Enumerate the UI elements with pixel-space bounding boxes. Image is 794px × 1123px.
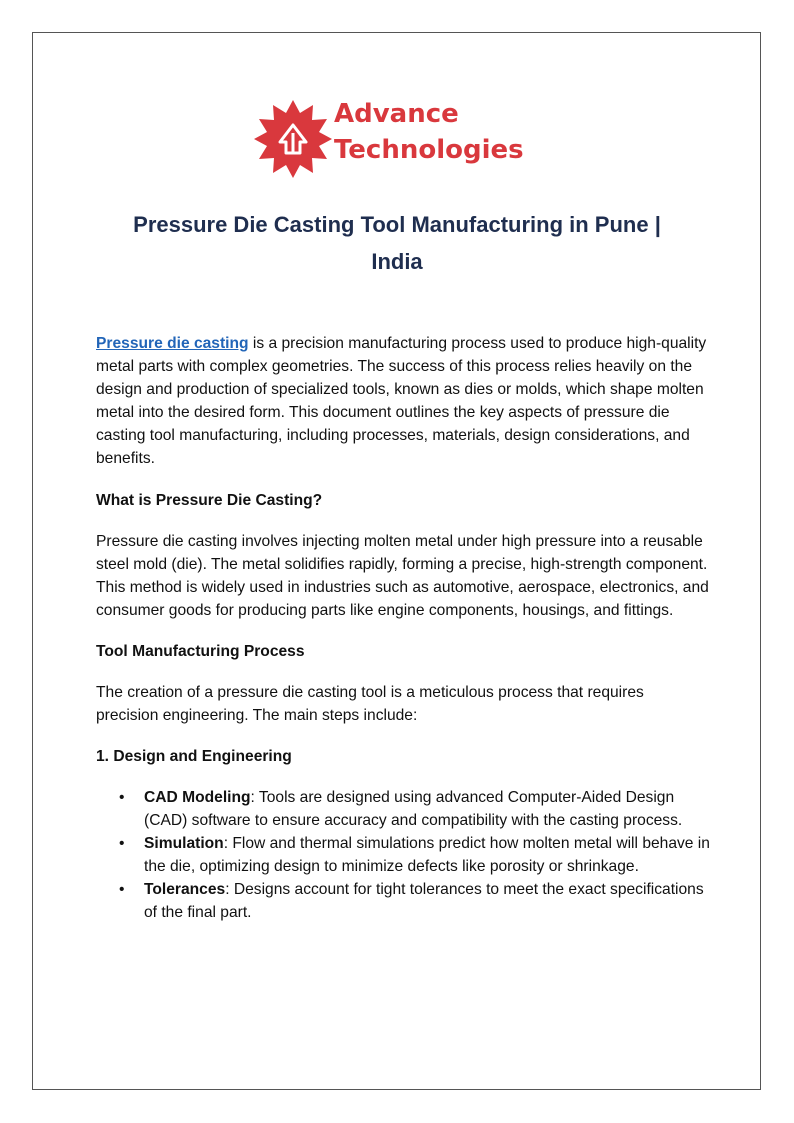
list-item-term: Simulation [144,835,224,852]
intro-text: is a precision manufacturing process used to produce high-quality metal parts with complex geometries. The success of this process relies heavily on the design and production of specialized tools, known as dies or molds, which shape molten metal into the desired form. This document outlines the key aspects of pressure die casting tool manufacturing, including processes, materials, design considerations, and benefits. [96,335,707,467]
section-heading-what-is: What is Pressure Die Casting? [96,492,323,509]
section-body-tool-manufacturing: The creation of a pressure die casting tool is a meticulous process that requires precision engineering. The main steps include: [96,684,644,724]
page-title [80,206,714,280]
list-item-text: : Flow and thermal simulations predict how molten metal will behave in the die, optimizing design to minimize defects like porosity or shrinkage. [144,835,710,875]
list-item-term: Tolerances [144,881,226,898]
document-body [96,332,710,924]
subsection-heading-design-engineering: 1. Design and Engineering [96,748,292,765]
list-item-text: : Designs account for tight tolerances to meet the exact specifications of the final part. [144,881,704,921]
page-title-line1: Pressure Die Casting Tool Manufacturing in Pune | [133,212,661,237]
list-item-text: : Tools are designed using advanced Computer-Aided Design (CAD) software to ensure accuracy and compatibility with the casting process. [144,789,683,829]
page-title-line2: India [371,249,423,274]
section-heading-tool-manufacturing: Tool Manufacturing Process [96,643,305,660]
pressure-die-casting-link[interactable]: Pressure die casting [96,335,249,352]
logo-line-advance: Advance [334,99,459,129]
bullet-icon: • [119,881,125,898]
logo-line-technologies: Technologies [334,135,524,165]
list-item-simulation [119,832,710,878]
list-item-tolerances [119,878,710,924]
design-engineering-list [96,786,710,924]
list-item-cad-modeling [119,786,710,832]
list-item-term: CAD Modeling [144,789,251,806]
bullet-icon: • [119,789,125,806]
section-body-what-is: Pressure die casting involves injecting molten metal under high pressure into a reusable steel mold (die). The metal solidifies rapidly, forming a precise, high-strength component. This method is widely used in industries such as automotive, aerospace, electronics, and consumer goods for producing parts like engine components, housings, and fittings. [96,533,709,619]
company-logo[interactable] [252,96,552,180]
intro-paragraph [96,332,710,470]
logo-wordmark [334,96,524,168]
bullet-icon: • [119,835,125,852]
gear-arrow-icon [252,98,334,180]
